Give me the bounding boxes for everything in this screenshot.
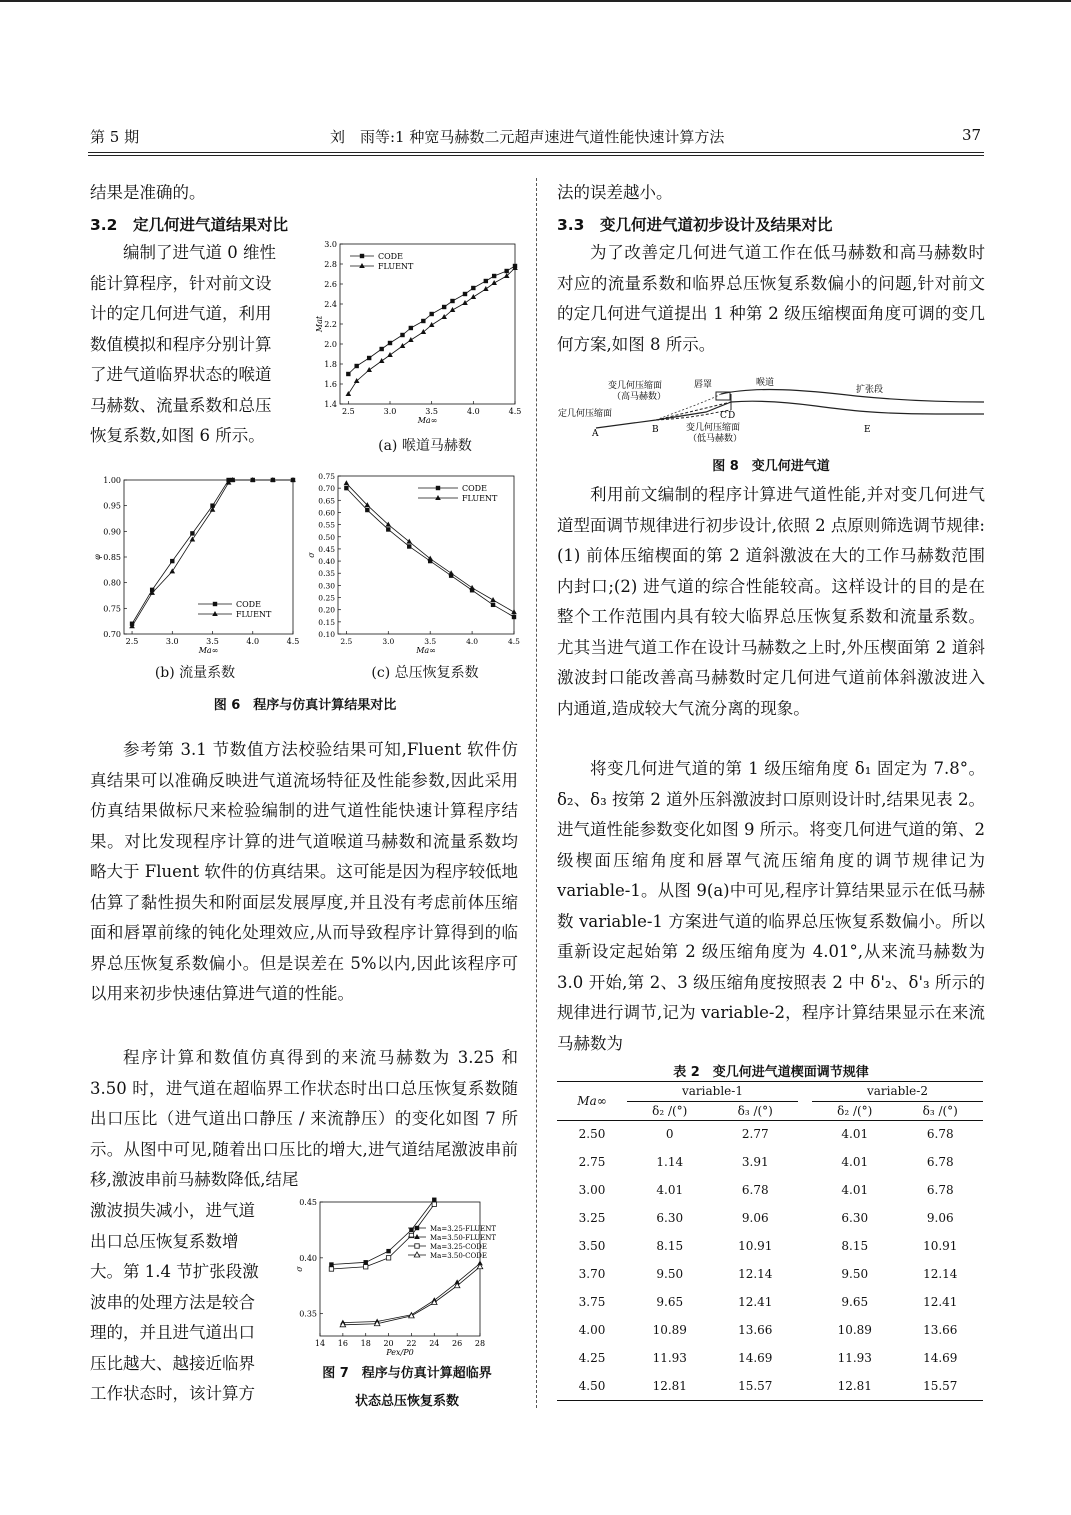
data-point [354, 364, 358, 368]
table2-cell: 0 [665, 1127, 674, 1142]
y-tick-label: 0.35 [299, 1309, 317, 1319]
table2-cell: 12.41 [738, 1295, 773, 1309]
legend-marker [435, 495, 441, 500]
fig7-caption-line-1: 图 7 程序与仿真计算超临界 [322, 1366, 492, 1381]
data-point [471, 294, 477, 299]
data-point [386, 1249, 390, 1253]
label-variable-low: 变几何压缩面 [686, 423, 741, 433]
x-tick-label: 3.0 [382, 637, 395, 646]
fig6c-caption: (c) 总压恢复系数 [371, 665, 479, 681]
data-point [429, 312, 433, 316]
y-tick-label: 2.2 [324, 320, 337, 329]
y-axis-label: σ [307, 552, 316, 558]
data-point [365, 508, 369, 512]
x-tick-label: 3.5 [206, 637, 219, 646]
data-point [512, 615, 516, 619]
y-tick-label: 0.75 [103, 604, 121, 614]
data-point [329, 1262, 333, 1266]
p3-line-3: 波串的处理方法是较合 [90, 1292, 255, 1312]
data-point [511, 609, 517, 614]
table2-sub-d2-v1: δ₂ /(°) [627, 1101, 713, 1120]
data-point [463, 292, 467, 296]
table2-cell: 8.15 [656, 1239, 684, 1253]
y-tick-label: 1.00 [103, 476, 121, 485]
y-tick-label: 3.0 [324, 240, 337, 249]
x-tick-label: 3.5 [424, 637, 437, 646]
table2-cell: 10.89 [652, 1323, 687, 1337]
fig6c-pressure-recovery-chart [302, 470, 524, 658]
y-tick-label: 1.6 [324, 380, 337, 389]
top-rule [0, 0, 1071, 2]
data-point [432, 1202, 436, 1206]
p32-line-0: 编制了进气道 0 维性 [123, 243, 276, 262]
table2-cell: 12.41 [923, 1295, 958, 1309]
x-tick-label: 2.5 [341, 407, 355, 416]
y-tick-label: 0.90 [103, 527, 121, 537]
x-tick-label: 3.0 [383, 407, 397, 416]
data-point [364, 1265, 368, 1269]
table2-row [557, 1148, 983, 1176]
table2-cell: 15.57 [923, 1379, 958, 1393]
fig6a-throat-mach-chart [310, 236, 524, 436]
data-point [432, 1198, 436, 1202]
data-point [367, 356, 371, 360]
table2-row [557, 1372, 983, 1400]
fig6b-caption: (b) 流量系数 [154, 665, 236, 681]
table2-cell: 6.78 [926, 1183, 954, 1197]
table2-cell: 10.91 [923, 1239, 958, 1253]
data-point [408, 337, 414, 342]
data-point [471, 286, 475, 290]
label-fixed-ramp: 定几何压缩面 [558, 409, 613, 419]
fig8-caption: 图 8 变几何进气道 [712, 459, 830, 474]
x-tick-label: 4.5 [508, 407, 522, 416]
data-point [490, 597, 496, 602]
p32-line-2: 计的定几何进气道，利用 [90, 304, 272, 323]
y-tick-label: 0.70 [103, 630, 121, 639]
table2-container [557, 1081, 983, 1401]
data-point [400, 343, 406, 348]
y-tick-label: 0.20 [318, 605, 335, 615]
p32-line-5: 马赫数、流量系数和总压 [90, 395, 272, 415]
table2-cell: 15.57 [738, 1379, 773, 1393]
table2-cell: 9.50 [656, 1267, 684, 1281]
point-d: D [728, 411, 736, 421]
table2-cell: 10.91 [738, 1239, 773, 1253]
table2-row [557, 1204, 983, 1232]
table2-row [557, 1232, 983, 1260]
x-tick-label: 22 [406, 1339, 417, 1348]
data-point [379, 358, 385, 363]
column-divider [536, 178, 537, 1408]
left-paragraph-3: 程序计算和数值仿真得到的来流马赫数为 3.25 和 3.50 时，进气道在超临界工作状态时出口总压恢复系数随出口压比（进气道出口静压 / 来流静压）的变化如图 7 所示。从图中可见,随着出口压比的增大,进气道结尾激波串前移,激波串前马赫数降低,结尾 [90, 1048, 518, 1189]
data-point [406, 539, 412, 544]
y-axis-label: Mat [315, 315, 324, 333]
right-continuation: 法的误差越小。 [557, 183, 673, 202]
table2-cell: 1.14 [656, 1155, 684, 1169]
p3-line-2: 大。第 1.4 节扩张段激 [90, 1262, 259, 1281]
table2-title: 表 2 变几何进气道楔面调节规律 [673, 1065, 869, 1080]
header-rule [88, 152, 984, 153]
y-axis-label: φ [93, 554, 102, 560]
table2-sub-d2-v2: δ₂ /(°) [812, 1101, 898, 1120]
x-tick-label: 18 [360, 1339, 371, 1348]
y-tick-label: 2.8 [324, 260, 337, 269]
data-point [379, 347, 383, 351]
legend-label: FLUENT [236, 610, 272, 619]
series-line [132, 480, 293, 624]
point-b: B [652, 425, 659, 435]
table2-cell: 2.77 [741, 1127, 769, 1142]
table2 [557, 1082, 983, 1400]
table2-row [557, 1344, 983, 1372]
table2-cell: 14.69 [923, 1351, 958, 1365]
x-tick-label: 24 [429, 1339, 440, 1348]
right-paragraph-3: 将变几何进气道的第 1 级压缩角度 δ₁ 固定为 7.8°。δ₂、δ₃ 按第 2 道外压斜激波封口原则设计时,结果见表 2。进气道性能参数变化如图 9 所示。将变几何进气道的第、2 级楔面压缩角度和唇罩气流压缩角度的调节规律记为 variable-1。从图 9(a)中可见,程序计算结果显示在低马赫数 variable-1 方案进气道的临界总压恢复系数偏小。所以重新设定起始第 2 级压缩角度为 4.01°,从来流马赫数为 3.0 开始,第 2、3 级压缩角度按照表 2 中 δ'₂、δ'₃ 所示的规律进行调节,记为 variable-2，程序计算结果显示在来流马赫数为 [557, 759, 985, 1053]
data-point [409, 326, 413, 330]
label-diffuser: 扩张段 [856, 385, 884, 395]
x-tick-label: 14 [314, 1339, 326, 1348]
y-tick-label: 0.35 [318, 569, 335, 579]
y-tick-label: 0.40 [318, 557, 335, 567]
data-point [450, 307, 456, 312]
legend-label: Ma=3.25-FLUENT [430, 1225, 497, 1233]
legend-marker [414, 1252, 420, 1257]
legend-marker [414, 1234, 420, 1239]
table2-cell: 13.66 [923, 1323, 958, 1337]
table2-cell: 4.01 [841, 1183, 869, 1197]
table2-cell: 3.50 [578, 1239, 606, 1253]
p32-line-4: 了进气道临界状态的喉道 [90, 365, 272, 384]
data-point [329, 1267, 333, 1271]
table2-cell: 4.00 [578, 1323, 606, 1337]
data-point [364, 1260, 368, 1264]
table2-sub-d3-v2: δ₃ /(°) [898, 1101, 984, 1120]
y-tick-label: 0.80 [103, 578, 121, 588]
data-point [491, 280, 497, 285]
data-point [407, 544, 411, 548]
data-point [400, 333, 404, 337]
x-tick-label: 4.0 [246, 637, 260, 646]
fig8-variable-geometry-inlet-diagram [556, 372, 986, 448]
x-tick-label: 4.0 [466, 407, 480, 416]
data-point [441, 314, 447, 319]
right-paragraph-2: 利用前文编制的程序计算进气道性能,并对变几何进气道型面调节规律进行初步设计,依照 2 点原则筛选调节规律:(1) 前体压缩楔面的第 2 道斜激波在大的工作马赫数范围内封口;(2) 进气道的综合性能较高。这样设计的目的是在整个工作范围内具有较大临界总压恢复系数和流量系数。尤其当进气道工作在设计马赫数之上时,外压楔面第 2 道斜激波封口能改善高马赫数时定几何进气道前体斜激波进入内通道,造成较大气流分离的现象。 [557, 485, 985, 718]
table2-cell: 6.78 [926, 1127, 954, 1142]
table2-row [557, 1260, 983, 1288]
x-axis-label: Ma∞ [417, 416, 438, 425]
x-tick-label: 3.0 [165, 637, 179, 646]
y-tick-label: 0.85 [103, 553, 121, 562]
table2-cell: 12.14 [738, 1267, 773, 1281]
data-point [462, 300, 468, 305]
table2-cell: 3.00 [578, 1183, 606, 1197]
table2-row [557, 1176, 983, 1204]
data-point [504, 269, 508, 273]
table2-cell: 3.25 [578, 1211, 606, 1225]
x-tick-label: 16 [337, 1339, 348, 1348]
table2-cell: 11.93 [652, 1351, 687, 1365]
table2-cell: 6.30 [841, 1211, 869, 1225]
left-continuation: 结果是准确的。 [90, 183, 206, 202]
x-tick-label: 28 [474, 1339, 486, 1348]
legend-label: FLUENT [378, 262, 414, 271]
data-point [170, 559, 174, 563]
table2-cell: 9.65 [841, 1295, 869, 1309]
p3-line-4: 理的，并且进气道出口 [90, 1323, 255, 1342]
table2-cell: 3.70 [578, 1267, 606, 1281]
data-point [484, 279, 488, 283]
legend-label: Ma=3.25-CODE [430, 1243, 487, 1251]
table2-group-variable-2: variable-2 [812, 1082, 983, 1101]
table2-cell: 9.06 [741, 1211, 769, 1225]
data-point [492, 274, 496, 278]
data-point [442, 305, 446, 309]
running-title: 刘 雨等:1 种宽马赫数二元超声速进气道性能快速计算方法 [330, 128, 725, 146]
y-tick-label: 2.4 [324, 300, 337, 309]
y-tick-label: 0.70 [318, 484, 335, 494]
data-point [421, 319, 425, 323]
cowl-wall [721, 390, 984, 402]
p3-line-6: 工作状态时，该计算方 [90, 1384, 255, 1403]
data-point [366, 367, 372, 372]
left-paragraph-2: 参考第 3.1 节数值方法校验结果可知,Fluent 软件仿真结果可以准确反映进气道流场特征及性能参数,因此采用仿真结果做标尺来检验编制的进气道性能快速计算程序结果。对比发现程序计算的进气道喉道马赫数和流量系数均略大于 Fluent 软件的仿真结果。这可能是因为程序较低地估算了黏性损失和附面层发展厚度,并且没有考虑前体压缩面和唇罩前缘的钝化处理效应,从而导致程序计算得到的临界总压恢复系数偏小。但是误差在 5%以内,因此该程序可以用来初步快速估算进气道的性能。 [90, 740, 518, 1003]
x-tick-label: 2.5 [125, 637, 139, 646]
table2-cell: 10.89 [837, 1323, 872, 1337]
x-tick-label: 4.0 [466, 637, 479, 646]
header-rule-2 [88, 155, 984, 156]
x-axis-label: Ma∞ [198, 646, 219, 655]
table2-cell: 9.65 [656, 1295, 684, 1309]
legend-marker [436, 486, 440, 490]
data-point [483, 286, 489, 291]
table2-cell: 8.15 [841, 1239, 869, 1253]
table2-row [557, 1316, 983, 1344]
legend-label: CODE [236, 600, 261, 609]
fig6-caption: 图 6 程序与仿真计算结果对比 [213, 698, 397, 713]
point-e: E [864, 425, 871, 435]
x-tick-label: 3.5 [425, 407, 439, 416]
data-point [346, 391, 352, 396]
lower-wall [731, 401, 984, 414]
table2-col-ma: Ma∞ [557, 1082, 627, 1120]
table2-cell: 4.50 [578, 1379, 606, 1393]
p32-line-3: 数值模拟和程序分别计算 [90, 334, 272, 354]
data-point [427, 556, 433, 561]
plot-frame [340, 244, 515, 404]
fig7-caption-line-2: 状态总压恢复系数 [354, 1394, 459, 1409]
y-tick-label: 1.4 [324, 400, 337, 409]
p32-line-1: 能计算程序，针对前文设 [90, 273, 272, 293]
legend-label: FLUENT [462, 494, 498, 503]
x-tick-label: 20 [383, 1339, 394, 1348]
data-point [344, 486, 348, 490]
legend-label: CODE [462, 484, 487, 493]
label-variable-high-2: （高马赫数） [612, 392, 667, 402]
data-point [346, 372, 350, 376]
section-3-2-paragraph [90, 238, 312, 452]
legend-marker [213, 602, 217, 606]
p3-line-1: 出口总压恢复系数增 [90, 1231, 239, 1251]
y-tick-label: 0.95 [103, 501, 121, 511]
x-tick-label: 2.5 [340, 637, 353, 646]
label-throat: 喉道 [756, 378, 775, 388]
legend-marker [415, 1244, 419, 1248]
data-point [429, 322, 435, 327]
data-point [190, 531, 194, 535]
data-point [469, 585, 475, 590]
label-variable-high: 变几何压缩面 [608, 381, 663, 391]
table2-cell: 14.69 [738, 1351, 773, 1365]
legend-label: Ma=3.50-FLUENT [430, 1234, 497, 1242]
plot-frame [320, 1202, 480, 1336]
data-point [491, 603, 495, 607]
label-cowl: 唇罩 [694, 380, 713, 390]
y-tick-label: 0.10 [318, 630, 335, 639]
y-tick-label: 0.60 [318, 508, 335, 518]
table2-cell: 2.75 [578, 1155, 606, 1169]
data-point [388, 341, 392, 345]
p32-line-6: 恢复系数,如图 6 所示。 [90, 426, 265, 445]
section-3-3-title: 3.3 变几何进气道初步设计及结果对比 [557, 216, 833, 234]
table2-cell: 11.93 [837, 1351, 872, 1365]
series-line [348, 268, 515, 394]
table2-cell: 9.06 [926, 1211, 954, 1225]
y-tick-label: 1.8 [324, 360, 337, 369]
right-paragraph-1: 为了改善定几何进气道工作在低马赫数和高马赫数时对应的流量系数和临界总压恢复系数偏小的问题,针对前文的定几何进气道提出 1 种第 2 级压缩楔面角度可调的变几何方案,如图 8 所示。 [557, 243, 985, 354]
issue-number: 第 5 期 [90, 128, 140, 146]
left-paragraph-3-wrap [90, 1196, 290, 1410]
legend-marker [415, 1226, 419, 1230]
table2-cell: 4.25 [578, 1351, 606, 1365]
data-point [344, 480, 350, 485]
p3-line-0: 激波损失减小，进气道 [90, 1201, 255, 1220]
table2-cell: 9.50 [841, 1267, 869, 1281]
y-tick-label: 2.0 [324, 340, 337, 349]
x-tick-label: 26 [452, 1339, 463, 1348]
y-tick-label: 0.15 [318, 617, 335, 627]
data-point [169, 568, 175, 573]
x-axis-label: Ma∞ [416, 646, 436, 655]
y-tick-label: 0.65 [318, 496, 335, 506]
legend-marker [360, 254, 364, 258]
data-point [421, 329, 427, 334]
fig6a-caption: (a) 喉道马赫数 [378, 438, 472, 454]
table2-cell: 3.91 [741, 1155, 769, 1169]
y-tick-label: 0.75 [318, 472, 335, 481]
table2-cell: 2.50 [578, 1127, 606, 1142]
table2-cell: 4.01 [656, 1183, 684, 1197]
fig7-supercritical-recovery-chart [294, 1192, 520, 1362]
table2-cell: 12.81 [652, 1379, 687, 1393]
y-tick-label: 0.55 [318, 520, 335, 530]
x-axis-label: Pex/P0 [386, 1348, 414, 1357]
section-3-2-title: 3.2 定几何进气道结果对比 [90, 216, 288, 234]
table2-cell: 6.78 [926, 1155, 954, 1169]
data-point [387, 352, 393, 357]
data-point [450, 299, 454, 303]
table2-row [557, 1288, 983, 1316]
table2-cell: 13.66 [738, 1323, 773, 1337]
table2-cell: 6.78 [741, 1183, 769, 1197]
legend-marker [212, 611, 218, 616]
table2-group-variable-1: variable-1 [627, 1082, 798, 1101]
table2-cell: 3.75 [578, 1295, 606, 1309]
legend-marker [359, 263, 365, 268]
table2-cell: 12.14 [923, 1267, 958, 1281]
y-tick-label: 0.30 [318, 581, 335, 591]
y-axis-label: σ [295, 1266, 304, 1272]
table2-cell: 4.01 [841, 1155, 869, 1169]
y-tick-label: 2.6 [324, 280, 337, 289]
y-tick-label: 0.40 [299, 1253, 317, 1263]
point-a: A [592, 429, 599, 439]
x-tick-label: 4.5 [508, 637, 520, 646]
data-point [386, 527, 390, 531]
y-tick-label: 0.45 [318, 544, 335, 554]
table2-cell: 4.01 [841, 1127, 869, 1142]
series-line [348, 266, 515, 374]
x-tick-label: 4.5 [286, 637, 300, 646]
fig6b-flow-coefficient-chart [88, 470, 300, 658]
point-c: C [720, 411, 727, 421]
y-tick-label: 0.50 [318, 532, 335, 542]
label-variable-low-2: （低马赫数） [688, 434, 743, 444]
table2-sub-d3-v1: δ₃ /(°) [713, 1101, 799, 1120]
legend-label: Ma=3.50-CODE [430, 1252, 487, 1260]
p3-line-5: 压比越大、越接近临界 [90, 1353, 255, 1373]
data-point [448, 570, 454, 575]
table2-cell: 6.30 [656, 1211, 684, 1225]
page-number: 37 [962, 126, 982, 144]
y-tick-label: 0.25 [318, 593, 335, 603]
data-point [386, 1256, 390, 1260]
table2-cell: 12.81 [837, 1379, 872, 1393]
y-tick-label: 0.45 [299, 1198, 317, 1207]
legend-label: CODE [378, 252, 403, 261]
table2-row [557, 1120, 983, 1148]
